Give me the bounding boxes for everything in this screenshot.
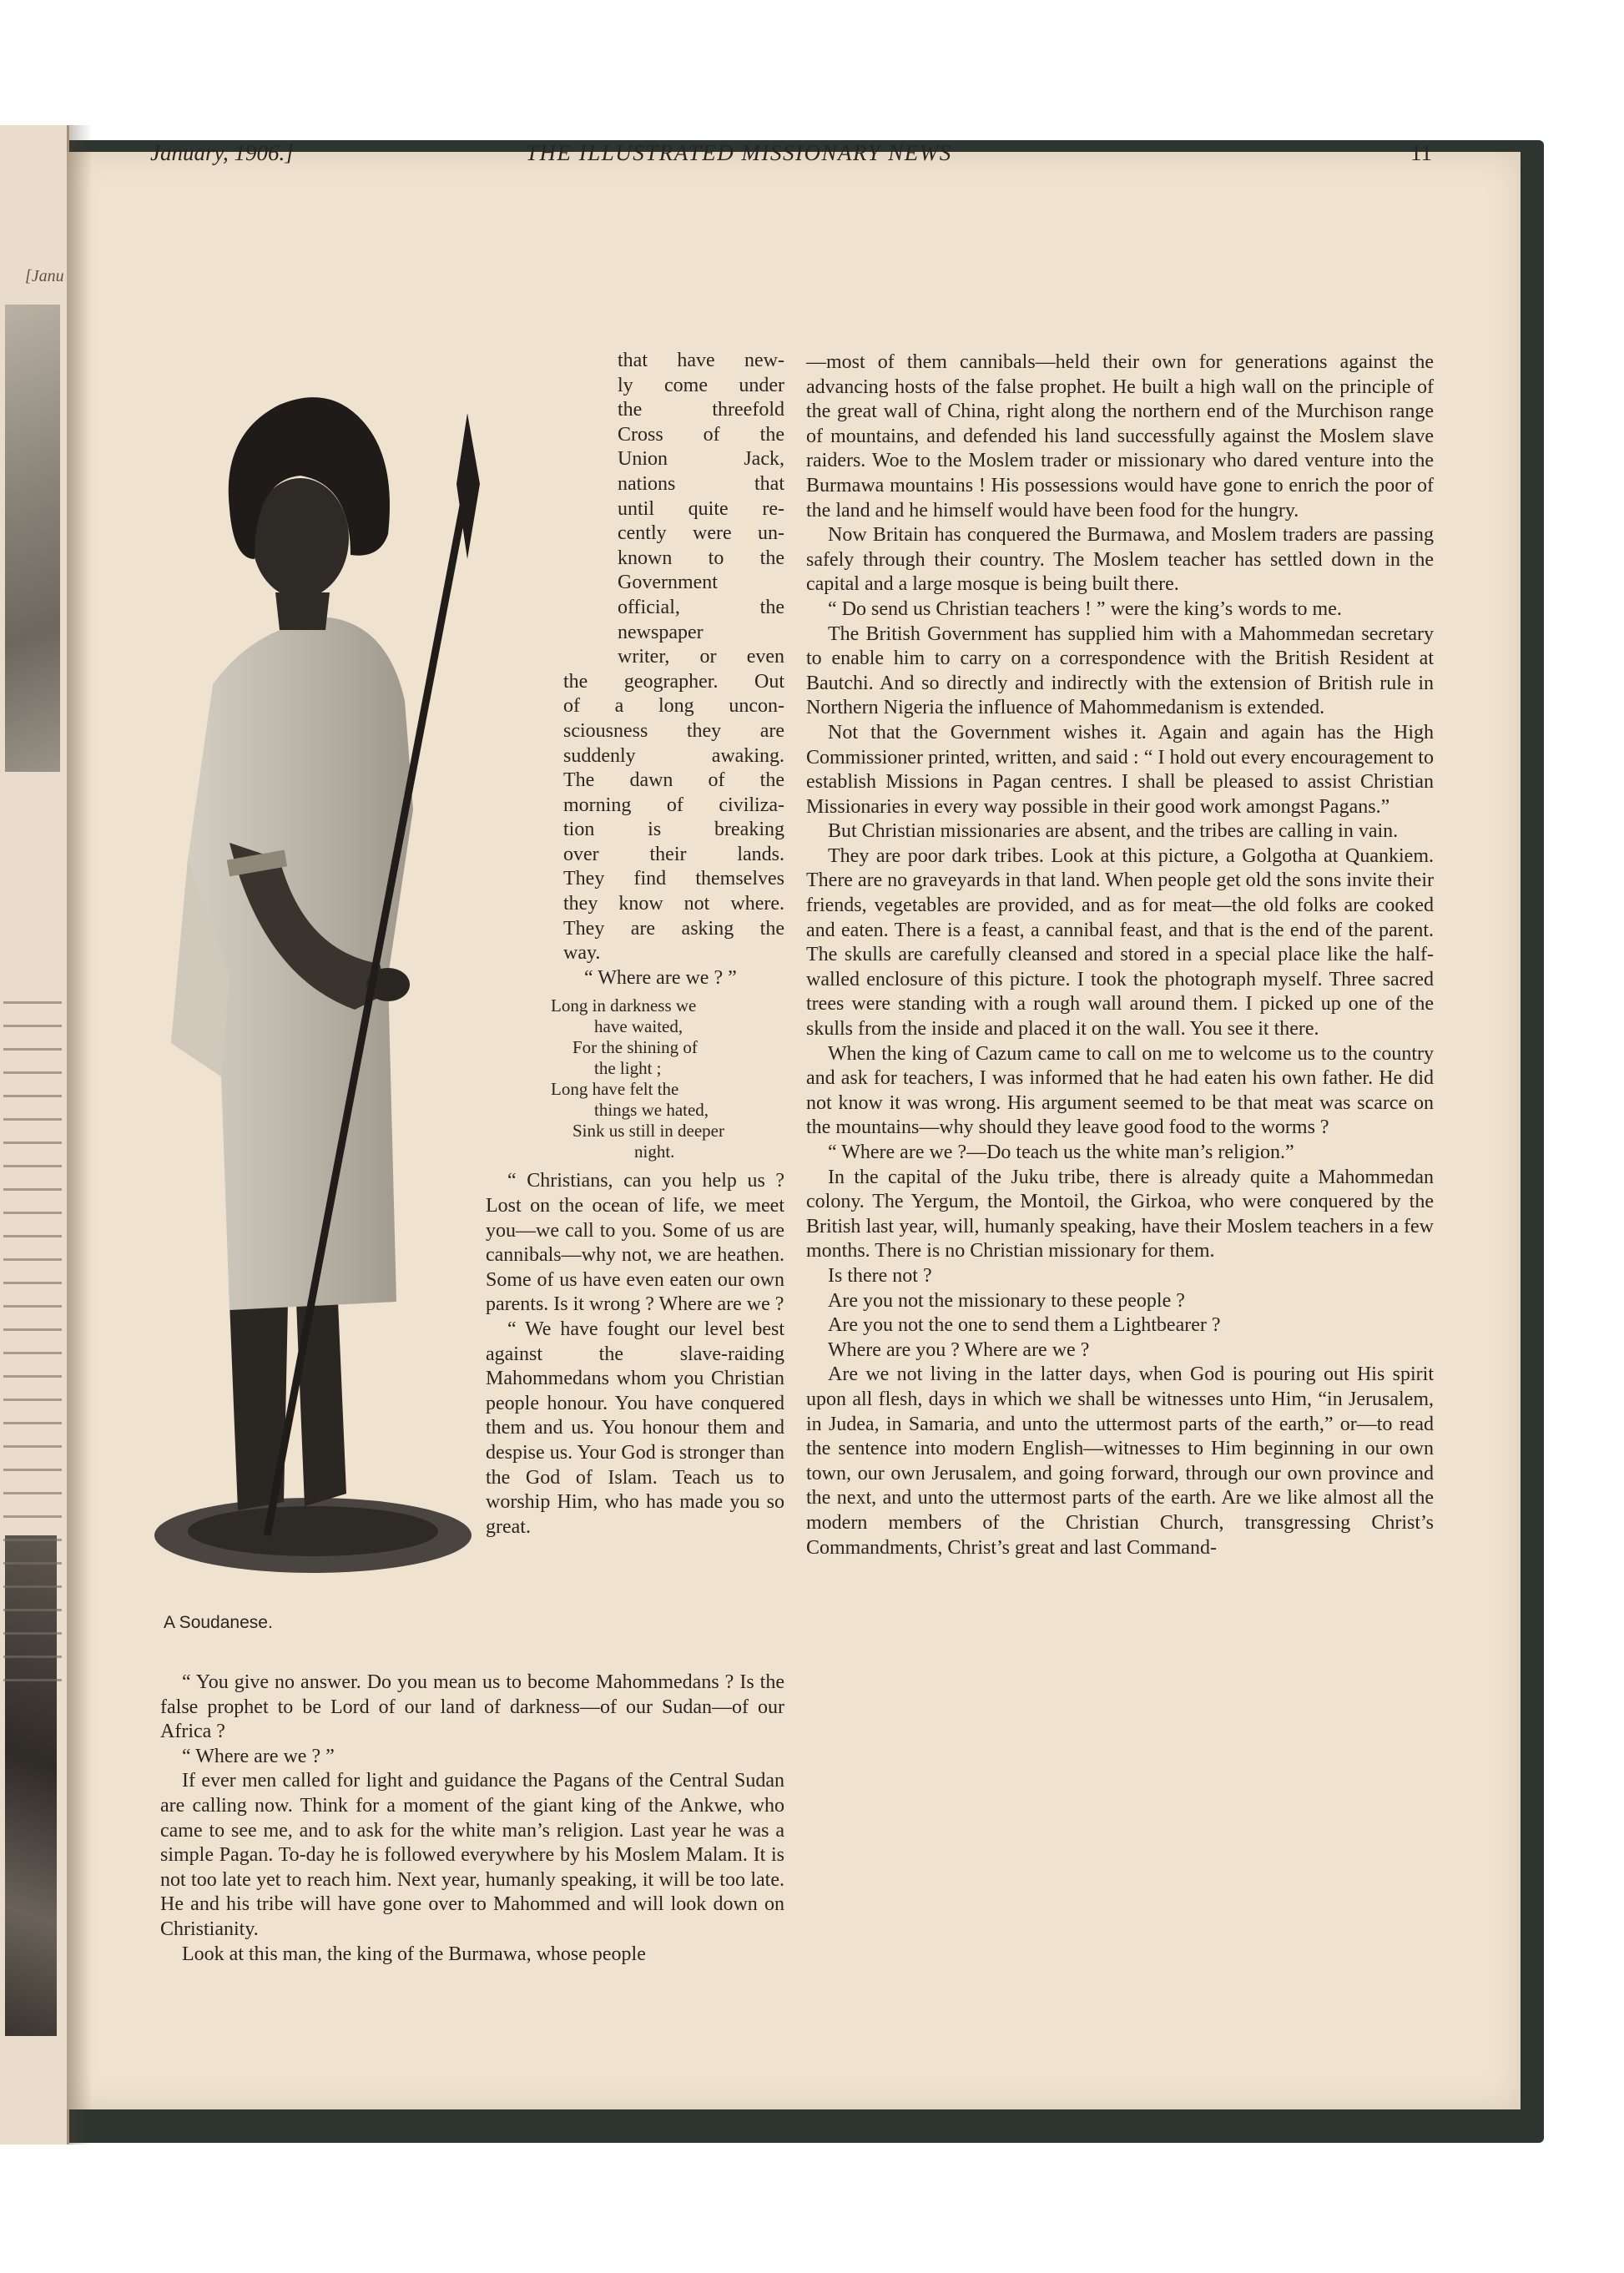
text-line: of a long uncon- <box>563 695 784 718</box>
paragraph: Now Britain has conquered the Burmawa, and Moslem traders are passing safely through their country. The Moslem teacher has settled down in the capital and a large mosque is being built there. <box>806 524 1434 596</box>
paragraph: Look at this man, the king of the Burmawa, whose people <box>182 1943 646 1965</box>
paragraph: Are you not the missionary to these people ? <box>828 1289 1185 1312</box>
text-line: they know not where. <box>563 893 784 915</box>
running-title: THE ILLUSTRATED MISSIONARY NEWS <box>526 140 952 165</box>
paragraph: “ Where are we ? ” <box>182 1745 335 1767</box>
paragraph: They are poor dark tribes. Look at this picture, a Golgotha at Quankiem. There are no graveyards in that land. When people get old the sons invite their friends, vegetables are provided, and as for meat—the old folks are cooked and eaten. There is a feast, a cannibal feast, and that is the end of the parent. The skulls are carefully cleansed and stored in a special place like the half-walled enclosure of this picture. I took the photograph myself. Three sacred trees were standing with a rough wall around them. I picked up one of the skulls from the inside and placed it on the wall. You see it there. <box>806 844 1434 1041</box>
paragraph: When the king of Cazum came to call on me to welcome us to the country and ask for teachers, I was informed that he had eaten his own father. He did not know it was wrong. His argument seemed to be that meat was scarce on the mountains—why should they leave good food to the worms ? <box>806 1042 1434 1139</box>
poem-line: Long in darkness we <box>551 995 697 1016</box>
facing-page-photo-top <box>5 305 60 772</box>
text-line: the threefold <box>618 399 784 421</box>
photo-caption: A Soudanese. <box>164 1613 273 1632</box>
poem-line: have waited, <box>594 1016 683 1037</box>
facing-page-text-line <box>3 1679 62 1681</box>
poem-line: the light ; <box>594 1058 662 1079</box>
text-line: morning of civiliza- <box>563 794 784 816</box>
column-beside-photo <box>467 349 784 1540</box>
text-line: Union Jack, <box>618 448 784 471</box>
facing-page-text-line <box>3 1422 62 1424</box>
text-line: They find themselves <box>563 868 784 890</box>
facing-page-text-line <box>3 1469 62 1471</box>
text-line: official, the <box>618 596 784 618</box>
text-line: writer, or even <box>618 646 784 668</box>
facing-page-text-line <box>3 1282 62 1284</box>
text-line: the geographer. Out <box>563 670 784 693</box>
soudanese-photo <box>138 342 488 1610</box>
issue-date: January, 1906.] <box>150 140 294 165</box>
poem-line: Long have felt the <box>551 1079 679 1100</box>
facing-page-text-line <box>3 1445 62 1448</box>
paragraph: The British Government has supplied him with a Mahommedan secretary to enable him to carry on a correspondence with the British Resident at Bautchi. And so directly and indirectly with the extension of British rule in Northern Nigeria the influence of Mahommedanism is extended. <box>806 622 1434 719</box>
facing-page-text-line <box>3 1165 62 1167</box>
text-line: newspaper <box>618 621 704 643</box>
narrow-lines <box>618 349 784 670</box>
facing-page-text-line <box>3 1632 62 1635</box>
paragraph: Not that the Government wishes it. Again and again has the High Commissioner printed, written, and said : “ I hold out every encouragement to establish Missions in Pagan centres. I shall be pleased to assist Christian Missionaries in every way possible in their good work amongst Pagans.” <box>806 721 1434 818</box>
facing-page-text-line <box>3 1328 62 1331</box>
facing-page-text-line <box>3 1048 62 1051</box>
facing-page-text-line <box>3 1142 62 1144</box>
facing-page <box>0 125 69 2144</box>
paragraph: But Christian missionaries are absent, and the tribes are calling in vain. <box>828 820 1399 843</box>
facing-page-text-line <box>3 1188 62 1191</box>
facing-page-text-line <box>3 1352 62 1354</box>
text-line: over their lands. <box>563 843 784 865</box>
poem-line: night. <box>634 1142 675 1162</box>
poem <box>551 995 784 1162</box>
facing-page-text-line <box>3 1118 62 1121</box>
paragraph: Where are you ? Where are we ? <box>828 1338 1090 1361</box>
paragraph: Is there not ? <box>828 1264 932 1287</box>
right-column <box>806 350 1434 1560</box>
text-line: nations that <box>618 472 784 495</box>
facing-page-text-line <box>3 1235 62 1237</box>
poem-line: Sink us still in deeper <box>572 1121 724 1142</box>
facing-page-text-line <box>3 1071 62 1074</box>
paragraph: “ We have fought our level best against the slave-raiding Mahommedans whom you Christian people honour. You have conquered them and us. You honour them and despise us. Your God is stronger than the God of Islam. Teach us to worship Him, who has made you so great. <box>486 1318 784 1538</box>
facing-page-text-line <box>3 1025 62 1027</box>
poem-line: things we hated, <box>594 1100 709 1121</box>
text-line: sciousness they are <box>563 719 784 742</box>
facing-page-text-line <box>3 1562 62 1565</box>
page-number: 11 <box>1410 140 1432 165</box>
facing-page-text-line <box>3 1095 62 1097</box>
facing-page-text-line <box>3 1001 62 1004</box>
plea-paragraphs <box>486 1169 784 1540</box>
facing-page-text-line <box>3 1399 62 1401</box>
paragraph: —most of them cannibals—held their own for generations against the advancing hosts of the false prophet. He built a high wall on the principle of the great wall of China, right along the northern end of the Murchison range of mountains, and defended his land successfully against the Moslem slave raiders. Woe to the Moslem trader or missionary who dared venture into the Burmawa mountains ! His possessions would have gone to enrich the poor of the land and he himself would have been food for the hungry. <box>806 351 1434 522</box>
text-line: They are asking the <box>563 917 784 940</box>
wider-lines <box>563 670 784 966</box>
paragraph: Are we not living in the latter days, when God is pouring out His spirit upon all flesh, days in which we shall be witnesses unto Him, “in Jerusalem, in Judea, in Samaria, and unto the uttermost parts of the earth,” or—to read the sentence into modern English—witnesses to Him beginning in our own town, our own Jerusalem, and going forward, through our own province and the next, and unto the uttermost parts of the earth. Are we like almost all the modern members of the Christian Church, transgressing Christ’s Commandments, Christ’s great and last Command- <box>806 1363 1434 1559</box>
text-line: Government <box>618 572 718 594</box>
poem-line: For the shining of <box>572 1037 698 1058</box>
text-line: tion is breaking <box>563 819 784 841</box>
text-line: known to the <box>618 547 784 569</box>
text-line: suddenly awaking. <box>563 744 784 767</box>
text-line: cently were un- <box>618 522 784 545</box>
facing-page-text-line <box>3 1375 62 1378</box>
facing-page-text-line <box>3 1492 62 1494</box>
text-line: way. <box>563 942 601 965</box>
left-column-bottom <box>160 1671 784 1967</box>
facing-page-text-line <box>3 1609 62 1611</box>
text-line: ly come under <box>618 374 784 396</box>
facing-page-text-line <box>3 1212 62 1214</box>
text-line: Cross of the <box>618 423 784 446</box>
text-line: that have new- <box>618 350 784 371</box>
facing-page-text-line <box>3 1515 62 1518</box>
paragraph: “ Christians, can you help us ? Lost on the ocean of life, we meet you—we call to you. Some of us are cannibals—why not, we are heathen. Some of us have even eaten our own parents. Is it wrong ? Where are we ? <box>486 1170 784 1316</box>
spine-shadow <box>67 125 92 2144</box>
paragraph: “ Where are we ?—Do teach us the white man’s religion.” <box>828 1142 1294 1163</box>
paragraph: “ Do send us Christian teachers ! ” were the king’s words to me. <box>828 597 1342 620</box>
facing-page-text-line <box>3 1305 62 1308</box>
facing-page-text-line <box>3 1585 62 1588</box>
facing-page-text-line <box>3 1656 62 1658</box>
facing-page-header: [Janu <box>25 267 64 285</box>
where-quote: “ Where are we ? ” <box>584 966 737 989</box>
text-line: The dawn of the <box>563 769 784 792</box>
paragraph: If ever men called for light and guidance the Pagans of the Central Sudan are calling now. Think for a moment of the giant king of the Ankwe, who came to see me, and to ask for the white man’s religion. Last year he was a simple Pagan. To-day he is followed everywhere by his Moslem Malam. It is not too late yet to reach him. Next year, humanly speaking, it will be too late. He and his tribe will have gone over to Mahommed and will look down on Christianity. <box>160 1770 784 1940</box>
text-line: until quite re- <box>618 497 784 520</box>
paragraph: Are you not the one to send them a Lightbearer ? <box>828 1314 1221 1337</box>
paragraph: In the capital of the Juku tribe, there is already quite a Mahommedan colony. The Yergum, the Montoil, the Girkoa, who were conquered by the British last year, will, humanly speaking, have their Moslem teachers in a few months. There is no Christian missionary for them. <box>806 1166 1434 1262</box>
facing-page-text-line <box>3 1539 62 1541</box>
facing-page-text-line <box>3 1258 62 1261</box>
paragraph: “ You give no answer. Do you mean us to become Mahommedans ? Is the false prophet to be Lord of our land of darkness—of our Sudan—of our Africa ? <box>160 1671 784 1743</box>
